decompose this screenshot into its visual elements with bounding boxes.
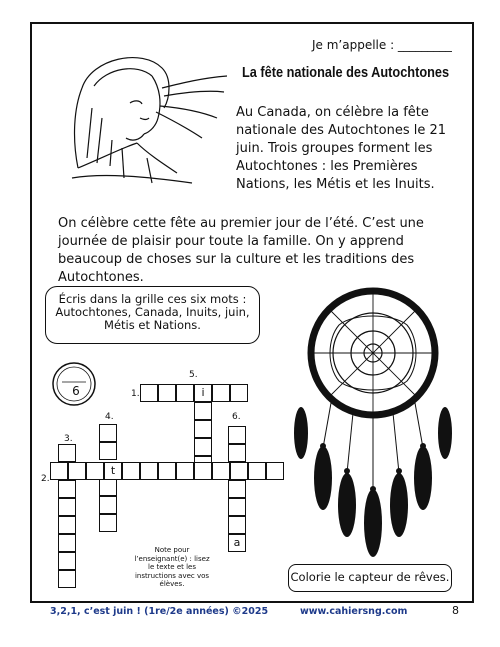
crossword-cell[interactable] xyxy=(228,444,246,462)
crossword-cell[interactable] xyxy=(248,462,266,480)
crossword-cell[interactable] xyxy=(194,420,212,438)
clue-3: 3. xyxy=(64,434,73,444)
crossword-cell[interactable] xyxy=(58,570,76,588)
crossword-cell[interactable] xyxy=(212,462,230,480)
crossword-cell[interactable] xyxy=(58,534,76,552)
crossword-cell[interactable] xyxy=(230,462,248,480)
crossword-cell[interactable] xyxy=(228,516,246,534)
crossword-cell[interactable] xyxy=(228,498,246,516)
instructions-box: Écris dans la grille ces six mots : Autochtones, Canada, Inuits, juin, Métis et Nations. xyxy=(45,286,260,344)
crossword-cell[interactable] xyxy=(86,462,104,480)
summer-paragraph: On célèbre cette fête au premier jour de l’été. C’est une journée de plaisir pour toute la famille. On y apprend beaucoup de choses sur la culture et les traditions des Autochtones. xyxy=(58,216,424,285)
teacher-note: Note pour l’enseignant(e) : lisez le texte et les instructions avec vos élèves. xyxy=(134,546,210,588)
crossword-cell[interactable] xyxy=(228,480,246,498)
crossword-cell[interactable] xyxy=(99,442,117,460)
crossword-cell[interactable] xyxy=(176,462,194,480)
crossword-cell[interactable] xyxy=(99,496,117,514)
crossword-cell[interactable] xyxy=(212,384,230,402)
clue-1: 1. xyxy=(131,389,140,399)
crossword-cell[interactable] xyxy=(99,424,117,442)
crossword-cell[interactable] xyxy=(58,552,76,570)
clue-4: 4. xyxy=(105,412,114,422)
crossword-cell[interactable]: i xyxy=(194,384,212,402)
crossword-cell[interactable] xyxy=(194,462,212,480)
crossword-cell[interactable] xyxy=(230,384,248,402)
footer-website: www.cahiersng.com xyxy=(300,606,408,617)
crossword-cell[interactable] xyxy=(158,462,176,480)
name-field[interactable]: Je m’appelle : _________ xyxy=(312,38,452,52)
crossword-cell[interactable] xyxy=(176,384,194,402)
crossword-cell[interactable] xyxy=(58,516,76,534)
clue-2: 2. xyxy=(41,474,50,484)
dreamcatcher-illustration xyxy=(283,283,463,561)
crossword-cell[interactable] xyxy=(194,402,212,420)
crossword-cell[interactable] xyxy=(158,384,176,402)
crossword-cell[interactable] xyxy=(50,462,68,480)
crossword-cell[interactable] xyxy=(122,462,140,480)
page-title: La fête nationale des Autochtones xyxy=(242,64,450,81)
crossword-cell[interactable]: t xyxy=(104,462,122,480)
crossword-cell[interactable] xyxy=(68,462,86,480)
crossword-cell[interactable] xyxy=(99,514,117,532)
crossword-cell[interactable] xyxy=(228,426,246,444)
woman-portrait-illustration xyxy=(52,48,230,188)
page-number: 8 xyxy=(452,604,459,617)
crossword-cell[interactable] xyxy=(194,438,212,456)
intro-paragraph: Au Canada, on célèbre la fête nationale des Autochtones le 21 juin. Trois groupes forment les Autochtones : les Premières Nations, les Métis et les Inuits. xyxy=(236,105,447,192)
badge-number: 6 xyxy=(72,384,80,398)
crossword-cell[interactable] xyxy=(140,384,158,402)
crossword-cell[interactable] xyxy=(99,478,117,496)
clue-5: 5. xyxy=(189,370,198,380)
crossword-cell[interactable]: a xyxy=(228,534,246,552)
coloring-instruction-box: Colorie le capteur de rêves. xyxy=(288,564,452,592)
footer-title: 3,2,1, c’est juin ! (1re/2e années) ©2025 xyxy=(50,606,269,617)
crossword-cell[interactable] xyxy=(58,444,76,462)
crossword-cell[interactable] xyxy=(266,462,284,480)
crossword-cell[interactable] xyxy=(140,462,158,480)
crossword-cell[interactable] xyxy=(58,498,76,516)
crossword-cell[interactable] xyxy=(58,480,76,498)
clue-6: 6. xyxy=(232,412,241,422)
